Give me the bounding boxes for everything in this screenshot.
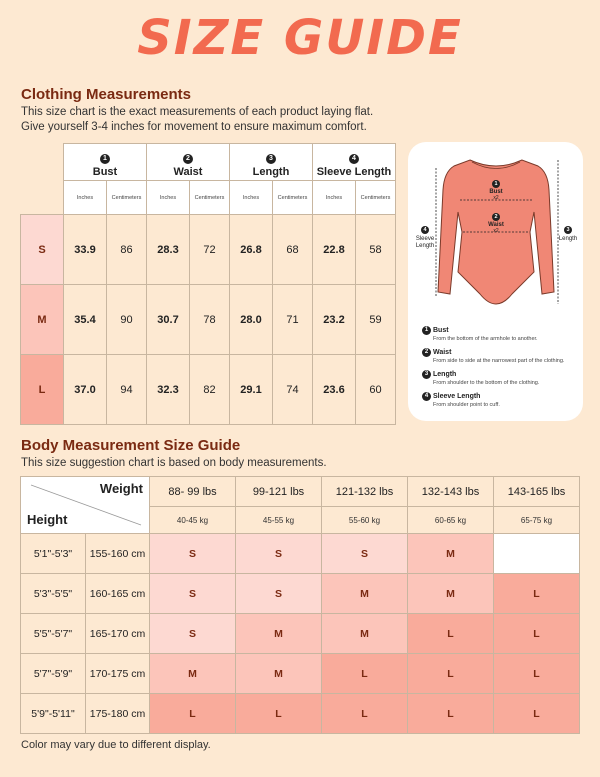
number-badge: 1 [422, 326, 431, 335]
size-label: M [21, 285, 64, 355]
size-cell: L [408, 654, 494, 694]
size-cell: L [494, 694, 580, 734]
size-cell: L [322, 654, 408, 694]
size-cell: S [322, 534, 408, 574]
unit-centimeters: Centimeters [190, 181, 230, 215]
clothing-desc-line2: Give yourself 3-4 inches for movement to ensure maximum comfort. [21, 121, 367, 133]
table-row [21, 614, 580, 654]
table-row [21, 215, 396, 285]
clothing-measurements-table [20, 143, 396, 425]
legend-title: Bust [433, 327, 449, 334]
weight-kg-header: 60-65 kg [408, 507, 494, 534]
number-badge: 3 [422, 370, 431, 379]
value-cell: 59 [356, 285, 396, 355]
body-desc: This size suggestion chart is based on body measurements. [21, 457, 327, 469]
number-badge: 3 [266, 154, 276, 164]
value-cell: 71 [273, 285, 313, 355]
unit-inches: Inches [147, 181, 190, 215]
table-row [21, 534, 580, 574]
column-header-waist [147, 144, 230, 181]
size-label: S [21, 215, 64, 285]
legend-item-waist [422, 348, 582, 365]
measurement-legend [422, 326, 582, 414]
weight-kg-header: 55-60 kg [322, 507, 408, 534]
length-label: Length [558, 236, 578, 242]
table-corner-blank [21, 144, 64, 181]
value-cell: 29.1 [230, 355, 273, 425]
size-cell: L [494, 574, 580, 614]
unit-centimeters: Centimeters [107, 181, 147, 215]
number-badge: 2 [422, 348, 431, 357]
value-cell: 58 [356, 215, 396, 285]
weight-lbs-header: 132-143 lbs [408, 477, 494, 507]
value-cell: 26.8 [230, 215, 273, 285]
height-cm: 175-180 cm [86, 694, 150, 734]
badge-text: 1 [494, 181, 498, 187]
height-ft: 5'1"-5'3" [21, 534, 86, 574]
height-ft: 5'9"-5'11" [21, 694, 86, 734]
bust-x2: x2 [493, 195, 499, 201]
unit-centimeters: Centimeters [273, 181, 313, 215]
weight-kg-header: 65-75 kg [494, 507, 580, 534]
legend-title: Sleeve Length [433, 393, 481, 400]
legend-desc: From shoulder point to cuff. [433, 402, 500, 408]
size-cell: S [236, 574, 322, 614]
weight-lbs-header: 121-132 lbs [322, 477, 408, 507]
column-label: Waist [173, 165, 203, 178]
badge-text: 3 [566, 227, 570, 233]
waist-x2: x2 [493, 228, 499, 234]
unit-inches: Inches [230, 181, 273, 215]
height-ft: 5'3"-5'5" [21, 574, 86, 614]
weight-height-corner [21, 477, 150, 534]
height-cm: 165-170 cm [86, 614, 150, 654]
height-ft: 5'5"-5'7" [21, 614, 86, 654]
value-cell: 32.3 [147, 355, 190, 425]
size-cell: L [322, 694, 408, 734]
body-size-table [20, 476, 580, 734]
size-cell: L [494, 654, 580, 694]
weight-label: Weight [99, 481, 143, 496]
body-heading: Body Measurement Size Guide [21, 437, 241, 454]
bust-label: Bust [489, 189, 503, 195]
footer-note: Color may vary due to different display. [21, 739, 211, 751]
height-ft: 5'7"-5'9" [21, 654, 86, 694]
column-label: Bust [92, 165, 118, 178]
unit-centimeters: Centimeters [356, 181, 396, 215]
value-cell: 72 [190, 215, 230, 285]
legend-title: Waist [433, 349, 452, 356]
size-cell: M [322, 574, 408, 614]
unit-inches: Inches [313, 181, 356, 215]
table-row [21, 355, 396, 425]
number-badge: 4 [422, 392, 431, 401]
height-cm: 160-165 cm [86, 574, 150, 614]
page-title: SIZE GUIDE [137, 10, 463, 66]
table-row [21, 694, 580, 734]
size-cell: S [236, 534, 322, 574]
column-label: Length [252, 165, 290, 178]
height-cm: 170-175 cm [86, 654, 150, 694]
value-cell: 37.0 [64, 355, 107, 425]
number-badge: 2 [183, 154, 193, 164]
size-label: L [21, 355, 64, 425]
legend-item-length [422, 370, 582, 387]
table-row [21, 654, 580, 694]
table-row [21, 285, 396, 355]
size-cell: L [150, 694, 236, 734]
value-cell: 28.3 [147, 215, 190, 285]
column-header-bust [64, 144, 147, 181]
weight-lbs-header: 143-165 lbs [494, 477, 580, 507]
clothing-desc-line1: This size chart is the exact measurements of each product laying flat. [21, 106, 374, 118]
size-cell: S [150, 574, 236, 614]
legend-item-bust [422, 326, 582, 343]
value-cell: 74 [273, 355, 313, 425]
height-cm: 155-160 cm [86, 534, 150, 574]
weight-lbs-header: 88- 99 lbs [150, 477, 236, 507]
value-cell: 86 [107, 215, 147, 285]
badge-text: 2 [494, 214, 498, 220]
value-cell: 23.2 [313, 285, 356, 355]
size-cell: L [408, 614, 494, 654]
number-badge: 4 [349, 154, 359, 164]
garment-diagram-card [408, 142, 583, 421]
size-cell: S [150, 534, 236, 574]
weight-kg-header: 45-55 kg [236, 507, 322, 534]
weight-lbs-header: 99-121 lbs [236, 477, 322, 507]
legend-title: Length [433, 371, 457, 378]
legend-desc: From side to side at the narrowest part of the clothing. [433, 358, 565, 364]
value-cell: 60 [356, 355, 396, 425]
value-cell: 90 [107, 285, 147, 355]
value-cell: 23.6 [313, 355, 356, 425]
column-header-sleeve-length [313, 144, 396, 181]
size-cell: M [150, 654, 236, 694]
number-badge: 1 [100, 154, 110, 164]
size-cell [494, 534, 580, 574]
table-row [21, 574, 580, 614]
weight-kg-header: 40-45 kg [150, 507, 236, 534]
unit-inches: Inches [64, 181, 107, 215]
value-cell: 94 [107, 355, 147, 425]
size-cell: M [408, 574, 494, 614]
value-cell: 33.9 [64, 215, 107, 285]
column-label: Sleeve Length [316, 165, 392, 178]
size-cell: M [236, 654, 322, 694]
waist-label: Waist [488, 222, 504, 228]
size-cell: L [236, 694, 322, 734]
legend-desc: From shoulder to the bottom of the clothing. [433, 380, 540, 386]
value-cell: 82 [190, 355, 230, 425]
column-header-length [230, 144, 313, 181]
legend-item-sleeve-length [422, 392, 582, 409]
value-cell: 30.7 [147, 285, 190, 355]
sleeve-label: Sleeve [415, 236, 435, 242]
value-cell: 68 [273, 215, 313, 285]
value-cell: 22.8 [313, 215, 356, 285]
value-cell: 28.0 [230, 285, 273, 355]
table-corner-blank [21, 181, 64, 215]
size-cell: L [494, 614, 580, 654]
size-cell: S [150, 614, 236, 654]
size-cell: L [408, 694, 494, 734]
size-cell: M [408, 534, 494, 574]
sleeve-label-2: Length [415, 243, 435, 249]
value-cell: 78 [190, 285, 230, 355]
value-cell: 35.4 [64, 285, 107, 355]
size-cell: M [236, 614, 322, 654]
badge-text: 4 [423, 227, 427, 233]
legend-desc: From the bottom of the armhole to another. [433, 336, 538, 342]
clothing-heading: Clothing Measurements [21, 86, 192, 103]
size-cell: M [322, 614, 408, 654]
height-label: Height [27, 512, 68, 527]
